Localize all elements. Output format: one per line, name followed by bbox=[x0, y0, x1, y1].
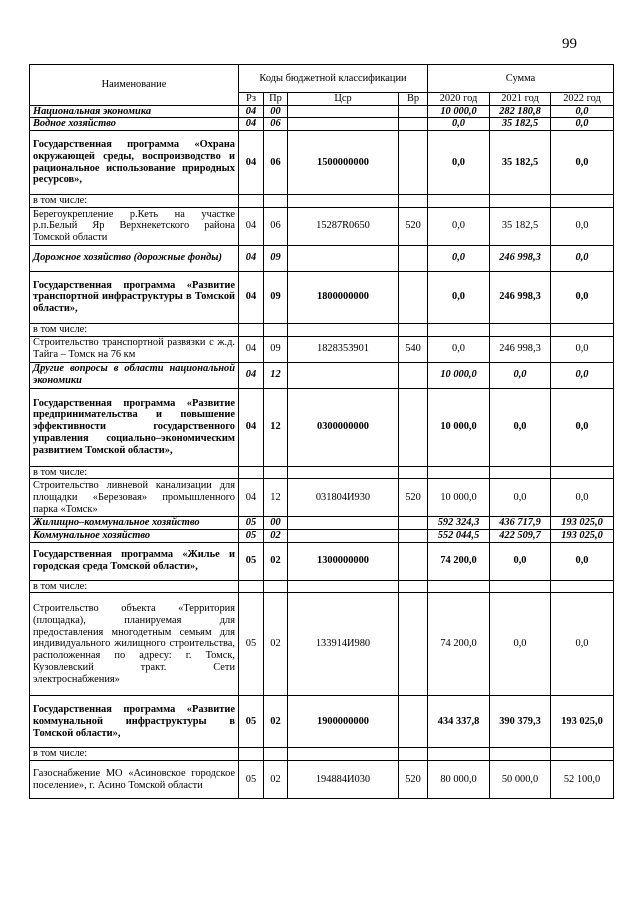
row-sum-2020: 0,0 bbox=[428, 118, 490, 131]
table-row bbox=[30, 580, 614, 593]
row-pr: 09 bbox=[264, 336, 288, 362]
row-csr: 0300000000 bbox=[288, 388, 399, 466]
row-pr: 12 bbox=[264, 479, 288, 517]
row-pr: 06 bbox=[264, 118, 288, 131]
header-sum: Сумма bbox=[428, 65, 614, 93]
row-vr bbox=[399, 388, 428, 466]
row-sum-2021 bbox=[490, 748, 551, 761]
row-csr: 15287R0650 bbox=[288, 207, 399, 245]
row-name: Строительство транспортной развязки с ж.д. Тайга – Томск на 76 км bbox=[30, 336, 239, 362]
row-vr bbox=[399, 362, 428, 388]
row-name: Строительство объекта «Территория (площадка), планируемая для предоставления многодетным семьям для индивидуального жилищного строительства, расположенная по адресу: г. Томск, Кузовлевский тракт. Сети электроснабжения» bbox=[30, 593, 239, 696]
row-sum-2021 bbox=[490, 580, 551, 593]
row-sum-2020 bbox=[428, 580, 490, 593]
row-sum-2021: 246 998,3 bbox=[490, 271, 551, 323]
row-vr bbox=[399, 118, 428, 131]
row-name: Коммунальное хозяйство bbox=[30, 529, 239, 542]
row-name: Строительство ливневой канализации для площадки «Березовая» промышленного парка «Томск» bbox=[30, 479, 239, 517]
row-name: Дорожное хозяйство (дорожные фонды) bbox=[30, 245, 239, 271]
row-sum-2020 bbox=[428, 748, 490, 761]
row-sum-2022: 52 100,0 bbox=[551, 761, 614, 799]
row-vr: 540 bbox=[399, 336, 428, 362]
row-sum-2022 bbox=[551, 580, 614, 593]
row-sum-2021: 35 182,5 bbox=[490, 207, 551, 245]
row-sum-2020: 10 000,0 bbox=[428, 105, 490, 118]
row-sum-2021: 0,0 bbox=[490, 362, 551, 388]
row-sum-2020 bbox=[428, 466, 490, 479]
row-vr bbox=[399, 517, 428, 530]
row-rz: 04 bbox=[239, 105, 264, 118]
table-row bbox=[30, 323, 614, 336]
row-sum-2021: 246 998,3 bbox=[490, 336, 551, 362]
row-sum-2020 bbox=[428, 195, 490, 208]
row-rz: 04 bbox=[239, 362, 264, 388]
row-sum-2020: 0,0 bbox=[428, 336, 490, 362]
row-rz: 04 bbox=[239, 207, 264, 245]
row-sum-2022: 0,0 bbox=[551, 479, 614, 517]
row-name: Жилищно–коммунальное хозяйство bbox=[30, 517, 239, 530]
header-codes: Коды бюджетной классификации bbox=[239, 65, 428, 93]
row-sum-2022: 0,0 bbox=[551, 388, 614, 466]
row-csr bbox=[288, 517, 399, 530]
row-sum-2020: 592 324,3 bbox=[428, 517, 490, 530]
row-vr bbox=[399, 245, 428, 271]
header-2021: 2021 год bbox=[490, 93, 551, 106]
row-sum-2020: 0,0 bbox=[428, 271, 490, 323]
row-pr: 00 bbox=[264, 105, 288, 118]
row-csr: 194884И030 bbox=[288, 761, 399, 799]
row-rz: 04 bbox=[239, 118, 264, 131]
table-row bbox=[30, 696, 614, 748]
row-rz: 04 bbox=[239, 131, 264, 195]
row-sum-2021: 0,0 bbox=[490, 479, 551, 517]
row-rz: 05 bbox=[239, 593, 264, 696]
table-row bbox=[30, 761, 614, 799]
row-rz: 04 bbox=[239, 479, 264, 517]
row-vr bbox=[399, 466, 428, 479]
row-sum-2022: 0,0 bbox=[551, 105, 614, 118]
row-pr: 02 bbox=[264, 593, 288, 696]
row-sum-2022: 193 025,0 bbox=[551, 517, 614, 530]
row-name: Государственная программа «Развитие коммунальной инфраструктуры в Томской области», bbox=[30, 696, 239, 748]
row-pr bbox=[264, 748, 288, 761]
row-rz bbox=[239, 748, 264, 761]
row-name: Государственная программа «Развитие транспортной инфраструктуры в Томской области», bbox=[30, 271, 239, 323]
row-sum-2022: 0,0 bbox=[551, 118, 614, 131]
row-sum-2022: 0,0 bbox=[551, 593, 614, 696]
row-pr: 02 bbox=[264, 761, 288, 799]
row-sum-2020: 434 337,8 bbox=[428, 696, 490, 748]
row-pr: 02 bbox=[264, 696, 288, 748]
row-sum-2022: 0,0 bbox=[551, 131, 614, 195]
row-vr: 520 bbox=[399, 207, 428, 245]
row-rz: 05 bbox=[239, 696, 264, 748]
row-name: Газоснабжение МО «Асиновское городское поселение», г. Асино Томской области bbox=[30, 761, 239, 799]
table-row bbox=[30, 195, 614, 208]
table-row bbox=[30, 362, 614, 388]
row-rz bbox=[239, 195, 264, 208]
row-name: в том числе: bbox=[30, 195, 239, 208]
row-pr bbox=[264, 580, 288, 593]
row-sum-2022: 0,0 bbox=[551, 207, 614, 245]
header-rz: Рз bbox=[239, 93, 264, 106]
row-name: Национальная экономика bbox=[30, 105, 239, 118]
row-sum-2021: 50 000,0 bbox=[490, 761, 551, 799]
row-name: в том числе: bbox=[30, 748, 239, 761]
row-sum-2022 bbox=[551, 748, 614, 761]
row-sum-2021: 390 379,3 bbox=[490, 696, 551, 748]
row-sum-2021: 0,0 bbox=[490, 388, 551, 466]
row-sum-2022: 0,0 bbox=[551, 336, 614, 362]
row-csr: 1500000000 bbox=[288, 131, 399, 195]
row-sum-2021: 436 717,9 bbox=[490, 517, 551, 530]
row-rz bbox=[239, 323, 264, 336]
row-sum-2022 bbox=[551, 466, 614, 479]
table-row bbox=[30, 479, 614, 517]
row-vr bbox=[399, 696, 428, 748]
row-rz bbox=[239, 580, 264, 593]
row-csr bbox=[288, 748, 399, 761]
row-csr bbox=[288, 195, 399, 208]
row-pr: 06 bbox=[264, 207, 288, 245]
table-row bbox=[30, 466, 614, 479]
table-row bbox=[30, 131, 614, 195]
header-pr: Пр bbox=[264, 93, 288, 106]
row-csr bbox=[288, 362, 399, 388]
table-row bbox=[30, 517, 614, 530]
row-csr: 133914И980 bbox=[288, 593, 399, 696]
row-rz: 05 bbox=[239, 542, 264, 580]
table-body bbox=[30, 105, 614, 798]
row-pr: 00 bbox=[264, 517, 288, 530]
row-pr: 06 bbox=[264, 131, 288, 195]
table-row bbox=[30, 336, 614, 362]
row-rz: 04 bbox=[239, 388, 264, 466]
row-csr bbox=[288, 105, 399, 118]
row-sum-2020: 10 000,0 bbox=[428, 479, 490, 517]
row-sum-2021 bbox=[490, 323, 551, 336]
row-name: в том числе: bbox=[30, 466, 239, 479]
row-vr bbox=[399, 131, 428, 195]
row-sum-2022 bbox=[551, 323, 614, 336]
row-rz bbox=[239, 466, 264, 479]
row-sum-2022: 193 025,0 bbox=[551, 529, 614, 542]
row-vr bbox=[399, 195, 428, 208]
row-pr bbox=[264, 323, 288, 336]
row-rz: 05 bbox=[239, 529, 264, 542]
row-sum-2021: 246 998,3 bbox=[490, 245, 551, 271]
row-csr bbox=[288, 118, 399, 131]
row-vr: 520 bbox=[399, 761, 428, 799]
row-sum-2021: 0,0 bbox=[490, 593, 551, 696]
row-sum-2020: 80 000,0 bbox=[428, 761, 490, 799]
header-csr: Цср bbox=[288, 93, 399, 106]
row-csr bbox=[288, 323, 399, 336]
row-name: Государственная программа «Жилье и городская среда Томской области», bbox=[30, 542, 239, 580]
row-sum-2020: 74 200,0 bbox=[428, 542, 490, 580]
row-rz: 05 bbox=[239, 761, 264, 799]
row-sum-2020: 74 200,0 bbox=[428, 593, 490, 696]
row-pr bbox=[264, 466, 288, 479]
row-pr bbox=[264, 195, 288, 208]
row-sum-2020: 0,0 bbox=[428, 131, 490, 195]
row-csr bbox=[288, 529, 399, 542]
table-row bbox=[30, 593, 614, 696]
row-name: Государственная программа «Охрана окружающей среды, воспроизводство и рациональное использование природных ресурсов», bbox=[30, 131, 239, 195]
row-csr: 1828353901 bbox=[288, 336, 399, 362]
row-sum-2020: 0,0 bbox=[428, 245, 490, 271]
row-name: в том числе: bbox=[30, 323, 239, 336]
row-sum-2020: 0,0 bbox=[428, 207, 490, 245]
row-sum-2021: 0,0 bbox=[490, 542, 551, 580]
row-csr bbox=[288, 245, 399, 271]
page-number: 99 bbox=[562, 36, 577, 52]
row-sum-2021: 282 180,8 bbox=[490, 105, 551, 118]
row-rz: 04 bbox=[239, 336, 264, 362]
row-vr bbox=[399, 105, 428, 118]
row-sum-2022: 193 025,0 bbox=[551, 696, 614, 748]
row-rz: 05 bbox=[239, 517, 264, 530]
row-pr: 02 bbox=[264, 529, 288, 542]
row-pr: 02 bbox=[264, 542, 288, 580]
row-vr bbox=[399, 271, 428, 323]
row-pr: 09 bbox=[264, 271, 288, 323]
row-csr bbox=[288, 466, 399, 479]
table-row bbox=[30, 529, 614, 542]
row-sum-2020: 10 000,0 bbox=[428, 388, 490, 466]
row-sum-2021: 422 509,7 bbox=[490, 529, 551, 542]
row-pr: 12 bbox=[264, 388, 288, 466]
row-rz: 04 bbox=[239, 271, 264, 323]
row-pr: 12 bbox=[264, 362, 288, 388]
row-rz: 04 bbox=[239, 245, 264, 271]
header-2022: 2022 год bbox=[551, 93, 614, 106]
row-sum-2020: 10 000,0 bbox=[428, 362, 490, 388]
row-name: Другие вопросы в области национальной экономики bbox=[30, 362, 239, 388]
row-vr: 520 bbox=[399, 479, 428, 517]
row-sum-2022: 0,0 bbox=[551, 245, 614, 271]
row-sum-2022: 0,0 bbox=[551, 542, 614, 580]
row-csr bbox=[288, 580, 399, 593]
row-name: Водное хозяйство bbox=[30, 118, 239, 131]
row-csr: 1800000000 bbox=[288, 271, 399, 323]
row-sum-2021 bbox=[490, 466, 551, 479]
table-row bbox=[30, 105, 614, 118]
table-row bbox=[30, 271, 614, 323]
row-name: Государственная программа «Развитие предпринимательства и повышение эффективности государственного управления социально–экономическим развитием Томской области», bbox=[30, 388, 239, 466]
row-csr: 1900000000 bbox=[288, 696, 399, 748]
row-sum-2020: 552 044,5 bbox=[428, 529, 490, 542]
row-sum-2021: 35 182,5 bbox=[490, 131, 551, 195]
row-vr bbox=[399, 529, 428, 542]
row-csr: 1300000000 bbox=[288, 542, 399, 580]
table-row bbox=[30, 118, 614, 131]
row-csr: 031804И930 bbox=[288, 479, 399, 517]
row-pr: 09 bbox=[264, 245, 288, 271]
row-name: в том числе: bbox=[30, 580, 239, 593]
table-row bbox=[30, 542, 614, 580]
row-vr bbox=[399, 593, 428, 696]
row-vr bbox=[399, 748, 428, 761]
budget-table bbox=[29, 64, 614, 799]
row-sum-2021: 35 182,5 bbox=[490, 118, 551, 131]
row-vr bbox=[399, 323, 428, 336]
header-2020: 2020 год bbox=[428, 93, 490, 106]
row-sum-2021 bbox=[490, 195, 551, 208]
header-name: Наименование bbox=[30, 65, 239, 106]
header-vr: Вр bbox=[399, 93, 428, 106]
row-name: Берегоукрепление р.Кеть на участке р.п.Белый Яр Верхнекетского района Томской области bbox=[30, 207, 239, 245]
row-vr bbox=[399, 580, 428, 593]
row-sum-2022 bbox=[551, 195, 614, 208]
row-sum-2022: 0,0 bbox=[551, 271, 614, 323]
row-sum-2022: 0,0 bbox=[551, 362, 614, 388]
row-sum-2020 bbox=[428, 323, 490, 336]
row-vr bbox=[399, 542, 428, 580]
table-row bbox=[30, 207, 614, 245]
table-row bbox=[30, 388, 614, 466]
table-row bbox=[30, 748, 614, 761]
table-row bbox=[30, 245, 614, 271]
